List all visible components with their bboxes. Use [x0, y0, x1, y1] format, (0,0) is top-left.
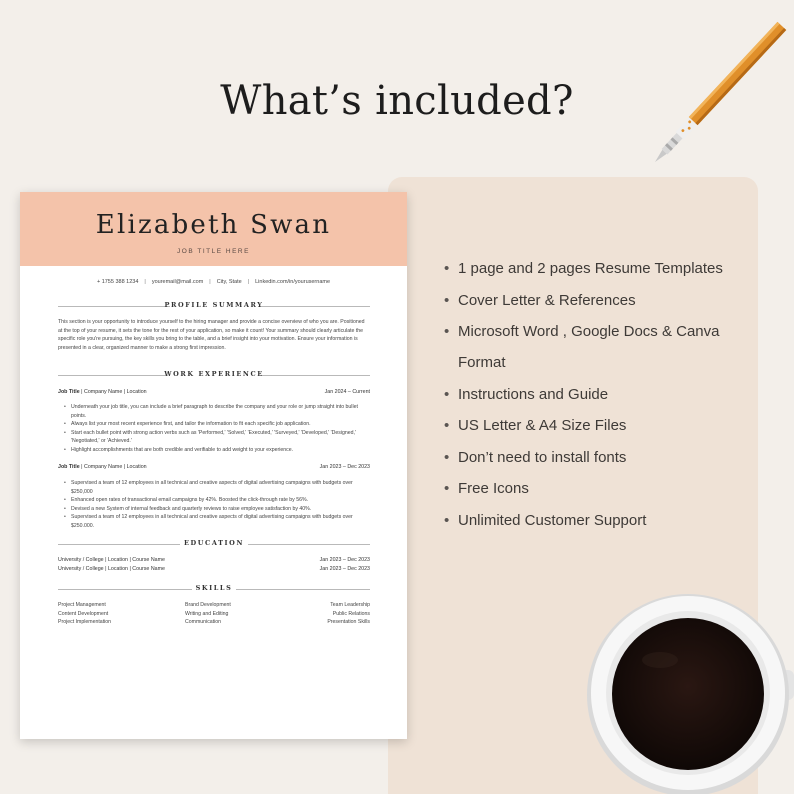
- bullet: •: [444, 448, 450, 466]
- feature-text: Free Icons: [458, 480, 529, 497]
- list-item: • Always list your most recent experience first, and tailor the information to fit each specific job application.: [64, 420, 364, 429]
- feature-text: 1 page and 2 pages Resume Templates: [458, 260, 723, 277]
- feature-text: Cover Letter & References: [458, 291, 636, 309]
- feature-text: Unlimited Customer Support: [458, 511, 647, 529]
- skill-item: Brand Development: [185, 602, 231, 608]
- education-dates: Jan 2023 – Dec 2023: [319, 566, 370, 572]
- job-company: | Company Name | Location: [79, 389, 147, 395]
- job-dates: Jan 2024 – Current: [324, 389, 370, 395]
- contact-separator: |: [209, 279, 211, 285]
- job-row: [58, 389, 370, 397]
- resume-contact: [20, 279, 407, 285]
- skill-item: Content Development: [58, 610, 109, 617]
- section-label: EDUCATION: [183, 539, 244, 547]
- contact-linkedin: Linkedin.com/in/yourusername: [255, 279, 331, 285]
- education-row: [58, 557, 370, 565]
- skill-item: Writing and Editing: [185, 610, 229, 617]
- bullet: •: [444, 323, 450, 340]
- job-bullets: [64, 403, 364, 455]
- skills-column: [185, 601, 231, 627]
- section-title-profile: [58, 301, 370, 311]
- bullet: •: [444, 291, 450, 309]
- contact-email: youremail@mail.com: [151, 279, 204, 285]
- list-item: • Enhanced open rates of transactional email campaigns by 42%. Boosted the click-through rate by 56%.: [64, 496, 364, 505]
- education-dates: Jan 2023 – Dec 2023: [319, 557, 370, 563]
- skill-item: Public Relations: [332, 610, 370, 617]
- education-text: University / College | Location | Course Name: [58, 557, 165, 563]
- job-bullets: [64, 479, 364, 531]
- list-item: • Start each bullet point with strong action verbs such as 'Performed,' 'Solved,' 'Executed,' 'Surveyed,' 'Developed,' 'Designed,' 'Negotiated,' or 'Achieved.': [64, 429, 364, 446]
- feature-text: Don’t need to install fonts: [458, 448, 627, 466]
- bullet: •: [444, 260, 450, 277]
- section-title-work: [58, 370, 370, 380]
- bullet: •: [444, 417, 450, 434]
- feature-text: US Letter & A4 Size Files: [458, 417, 627, 434]
- job-dates: Jan 2023 – Dec 2023: [319, 464, 370, 470]
- section-title-education: [58, 539, 370, 549]
- list-item: • Highlight accomplishments that are both credible and verifiable to add weight to your experience.: [64, 446, 364, 455]
- bullet: •: [444, 480, 450, 497]
- skill-item: Project Implementation: [58, 619, 112, 626]
- feature-text: Microsoft Word , Google Docs & Canva: [458, 323, 720, 340]
- list-item: • Underneath your job title, you can include a brief paragraph to describe the company and your role or jump straight into bullet points.: [64, 403, 364, 420]
- section-label: WORK EXPERIENCE: [164, 370, 264, 378]
- skill-item: Communication: [185, 619, 222, 626]
- contact-separator: |: [144, 279, 146, 285]
- skills-column: [327, 601, 370, 627]
- skill-item: Team Leadership: [330, 602, 370, 608]
- job-company: | Company Name | Location: [79, 464, 147, 470]
- resume-job-title: JOB TITLE HERE: [177, 248, 250, 255]
- bullet: •: [444, 385, 450, 403]
- contact-location: City, State: [216, 279, 242, 285]
- education-text: University / College | Location | Course Name: [58, 566, 165, 572]
- bullet: •: [444, 511, 450, 529]
- list-item: • Supervised a team of 12 employees in all technical and creative aspects of digital advertising campaigns with budgets over $250,000: [64, 479, 364, 496]
- skills-column: [58, 601, 111, 627]
- page-headline: What’s included?: [220, 78, 574, 124]
- feature-text: Instructions and Guide: [458, 385, 609, 403]
- job-row: [58, 464, 370, 472]
- contact-phone: + 1755 388 1234: [96, 279, 139, 285]
- education-row: [58, 566, 370, 574]
- job-title: Job Title: [58, 389, 80, 395]
- list-item: • Supervised a team of 12 employees in all technical and creative aspects of digital advertising campaigns with budgets over $250.000.: [64, 513, 364, 530]
- skill-item: Presentation Skills: [327, 619, 370, 626]
- section-title-skills: [58, 584, 370, 594]
- profile-summary-text: This section is your opportunity to introduce yourself to the hiring manager and provide a concise overview of who you are. Positioned at the top of your resume, it sets the tone for the rest of your application, so make it count! Your summary should clearly articulate the specific role you're pursuing, the key skills you bring to the table, and a brief insight into your motivation. Ensure your information is presented in a clear, organized manner to make a strong first impression.: [58, 319, 365, 351]
- feature-text-continued: Format: [458, 354, 506, 371]
- list-item: • Devised a new System of internal feedback and quarterly reviews to raise employee satisfaction by 40%.: [64, 505, 364, 514]
- resume-name: Elizabeth Swan: [95, 210, 332, 240]
- resume-preview: [20, 192, 407, 739]
- contact-separator: |: [247, 279, 250, 285]
- job-title: Job Title: [58, 464, 80, 470]
- section-label: PROFILE SUMMARY: [164, 301, 264, 309]
- skill-item: Project Management: [58, 602, 106, 608]
- section-label: SKILLS: [195, 584, 233, 592]
